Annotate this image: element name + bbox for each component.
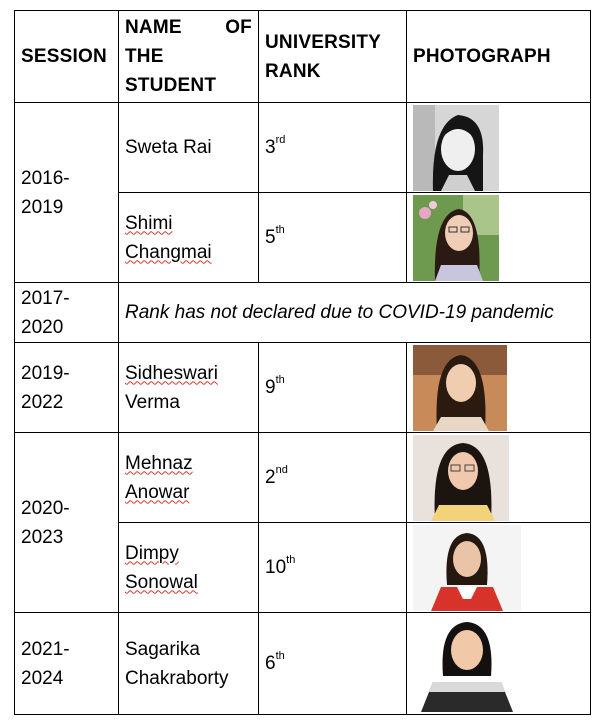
student-photo (413, 435, 509, 521)
session-cell: 2016- 2019 (15, 103, 119, 283)
photo-cell (407, 193, 591, 283)
student-name: Sidheswari Verma (119, 343, 259, 433)
photo-cell (407, 103, 591, 193)
student-photo (413, 195, 499, 281)
photo-cell (407, 343, 591, 433)
portrait-with-glasses-image (413, 435, 509, 521)
photo-cell (407, 523, 591, 613)
student-photo (413, 345, 507, 431)
table-row (15, 613, 591, 715)
student-name: Dimpy Sonowal (119, 523, 259, 613)
photo-cell (407, 433, 591, 523)
student-photo (413, 105, 499, 191)
grayscale-portrait-image (413, 105, 499, 191)
table-row (15, 343, 591, 433)
student-photo (407, 616, 527, 712)
portrait-with-flowers-image (413, 195, 499, 281)
university-rank: 9th (259, 343, 407, 433)
university-rank: 3rd (259, 103, 407, 193)
session-cell: 2021- 2024 (15, 613, 119, 715)
university-rank-table (14, 10, 591, 715)
session-cell: 2019- 2022 (15, 343, 119, 433)
table-row (15, 433, 591, 523)
student-name: Sagarika Chakraborty (119, 613, 259, 715)
student-name: Sweta Rai (119, 103, 259, 193)
student-photo (413, 525, 521, 611)
university-rank: 6th (259, 613, 407, 715)
photo-cell (407, 613, 591, 715)
header-photograph: PHOTOGRAPH (407, 11, 591, 103)
header-row (15, 11, 591, 103)
university-rank: 5th (259, 193, 407, 283)
university-rank: 2nd (259, 433, 407, 523)
session-cell: 2020- 2023 (15, 433, 119, 613)
header-rank: UNIVERSITY RANK (259, 11, 407, 103)
portrait-image (413, 525, 521, 611)
covid-note: Rank has not declared due to COVID-19 pandemic (119, 283, 591, 343)
student-name: Mehnaz Anowar (119, 433, 259, 523)
university-rank: 10th (259, 523, 407, 613)
header-session: SESSION (15, 11, 119, 103)
session-cell: 2017- 2020 (15, 283, 119, 343)
portrait-image (413, 345, 507, 431)
header-name: NAME OF THE STUDENT (119, 11, 259, 103)
student-name: Shimi Changmai (119, 193, 259, 283)
portrait-image (407, 616, 527, 712)
table-row (15, 283, 591, 343)
table-row (15, 103, 591, 193)
